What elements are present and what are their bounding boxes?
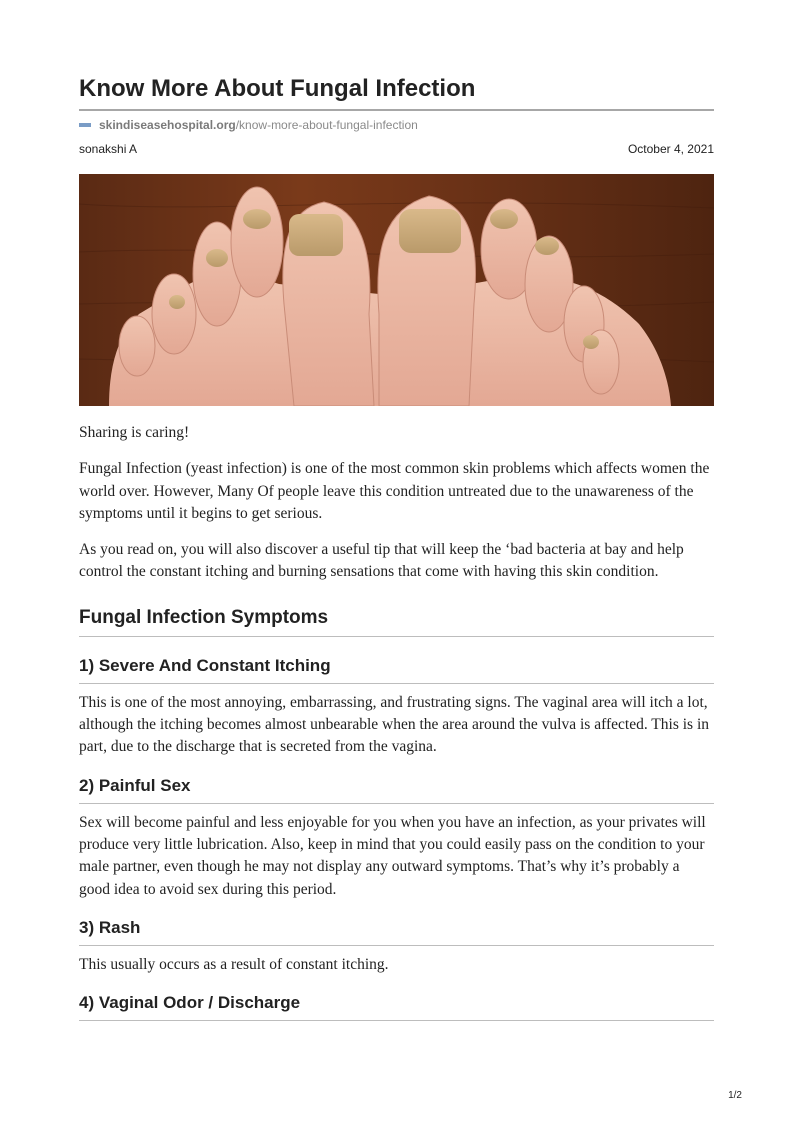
intro-paragraph-2: As you read on, you will also discover a useful tip that will keep the ‘bad bacteria at bay and help control the constant itching and burning sensations that come with having this skin condition. [79,541,684,581]
article-title: Know More About Fungal Infection [79,75,476,102]
page-number: 1/2 [728,1090,742,1101]
article-body [79,422,714,1021]
source-line [79,117,714,133]
section-heading-symptoms: Fungal Infection Symptoms [79,606,714,637]
share-line: Sharing is caring! [79,424,190,441]
source-url[interactable] [99,118,418,132]
title-divider [79,109,714,111]
symptom-heading-1: 1) Severe And Constant Itching [79,655,714,684]
intro-paragraph-1: Fungal Infection (yeast infection) is one of the most common skin problems which affects women the world over. However, Many Of people leave this condition untreated due to the unawareness of the symptoms until it begins to get serious. [79,460,710,522]
symptom-text-3: This usually occurs as a result of constant itching. [79,955,389,973]
feet-photo-icon [79,174,714,406]
symptom-text-1: This is one of the most annoying, embarrassing, and frustrating signs. The vaginal area will itch a lot, although the itching becomes almost unbearable when the area around the vulva is affected. This is in part, due to the discharge that is secreted from the vagina. [79,693,709,756]
author-name: sonakshi A [79,142,138,156]
publish-date: October 4, 2021 [627,142,714,156]
symptom-text-2: Sex will become painful and less enjoyable for you when you have an infection, as your privates will produce very little lubrication. Also, keep in mind that you could easily pass on the condition to your male partner, even though he may not display any outward symptoms. That’s why it’s probably a good idea to avoid sex during this period. [79,813,706,898]
source-domain: skindiseasehospital.org [99,118,236,132]
source-bar-icon [79,123,91,127]
symptom-heading-4: 4) Vaginal Odor / Discharge [79,992,714,1021]
symptom-heading-3: 3) Rash [79,917,714,946]
article-meta [79,142,714,158]
symptom-heading-2: 2) Painful Sex [79,775,714,804]
source-path: /know-more-about-fungal-infection [235,118,418,132]
